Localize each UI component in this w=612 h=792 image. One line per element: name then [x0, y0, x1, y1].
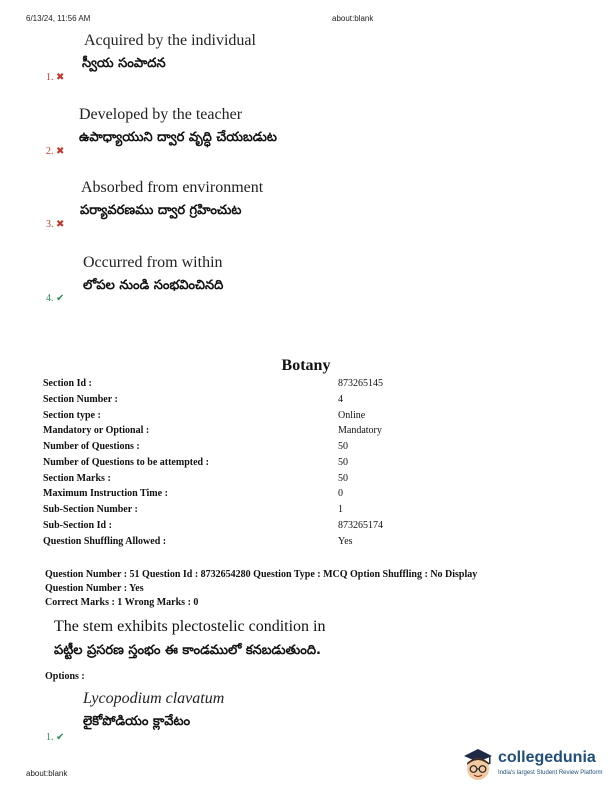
section-info-row: Section type : Online	[43, 409, 366, 421]
section-info-row: Section Id : 873265145	[43, 378, 383, 389]
section-info-row: Number of Questions : 50	[43, 441, 348, 452]
logo-tagline: India's largest Student Review Platform	[498, 770, 603, 776]
option-text-en: Absorbed from environment	[81, 179, 264, 196]
option-text-en: Lycopodium clavatum	[83, 690, 225, 707]
print-url: about:blank	[332, 14, 374, 23]
print-datetime: 6/13/24, 11:56 AM	[26, 14, 91, 23]
logo-brand: collegedunia	[498, 749, 596, 766]
check-icon: ✔	[56, 293, 65, 304]
option-text-te: ఉపాధ్యాయుని ద్వార వృద్ధి చేయబడుట	[79, 130, 277, 145]
question-meta-line: Question Number : 51 Question Id : 8732654280 Question Type : MCQ Option Shuffling : No Display	[45, 569, 478, 580]
option-text-te: లోపల నుండి సంభవించినది	[83, 278, 224, 293]
question-marks: Correct Marks : 1 Wrong Marks : 0	[45, 597, 199, 608]
wrong-icon: ✖	[56, 146, 65, 157]
collegedunia-logo	[462, 745, 612, 789]
option-text-te: స్వీయ సంపాదన	[82, 56, 166, 71]
option-number: 1. ✖	[46, 72, 65, 83]
section-info-row: Section Number : 4	[43, 393, 343, 405]
question-meta-line: Question Number : Yes	[45, 583, 144, 594]
check-icon: ✔	[56, 732, 65, 743]
print-footer-url: about:blank	[26, 769, 68, 778]
option-number: 1. ✔	[46, 732, 65, 743]
question-text-te: పట్టీల ప్రసరణ స్తంభం ఈ కాండములో కనబడుతుంది.	[54, 643, 321, 658]
wrong-icon: ✖	[56, 72, 65, 83]
option-text-en: Developed by the teacher	[79, 106, 243, 123]
wrong-icon: ✖	[56, 219, 65, 230]
option-text-te: పర్యావరణము ద్వార గ్రహించుట	[80, 203, 242, 218]
section-info-row: Mandatory or Optional : Mandatory	[43, 425, 382, 437]
section-info-row: Maximum Instruction Time : 0	[43, 488, 343, 500]
question-text-en: The stem exhibits plectostelic condition in	[54, 618, 326, 635]
option-text-en: Occurred from within	[83, 254, 223, 271]
option-number: 4. ✔	[46, 293, 65, 304]
option-number: 3. ✖	[46, 219, 65, 230]
section-info-row: Sub-Section Number : 1	[43, 504, 343, 515]
section-info-row: Question Shuffling Allowed : Yes	[43, 535, 353, 547]
options-label: Options :	[45, 671, 85, 682]
option-number: 2. ✖	[46, 146, 65, 157]
option-text-en: Acquired by the individual	[84, 32, 256, 49]
section-info-row: Sub-Section Id : 873265174	[43, 519, 383, 531]
option-text-te: లైకోపోడియం క్లావేటం	[83, 714, 191, 729]
section-info-row: Number of Questions to be attempted : 50	[43, 456, 348, 468]
section-info-row: Section Marks : 50	[43, 472, 348, 484]
section-title: Botany	[281, 357, 331, 374]
mascot-icon	[462, 747, 494, 783]
section-info-table	[43, 378, 463, 551]
